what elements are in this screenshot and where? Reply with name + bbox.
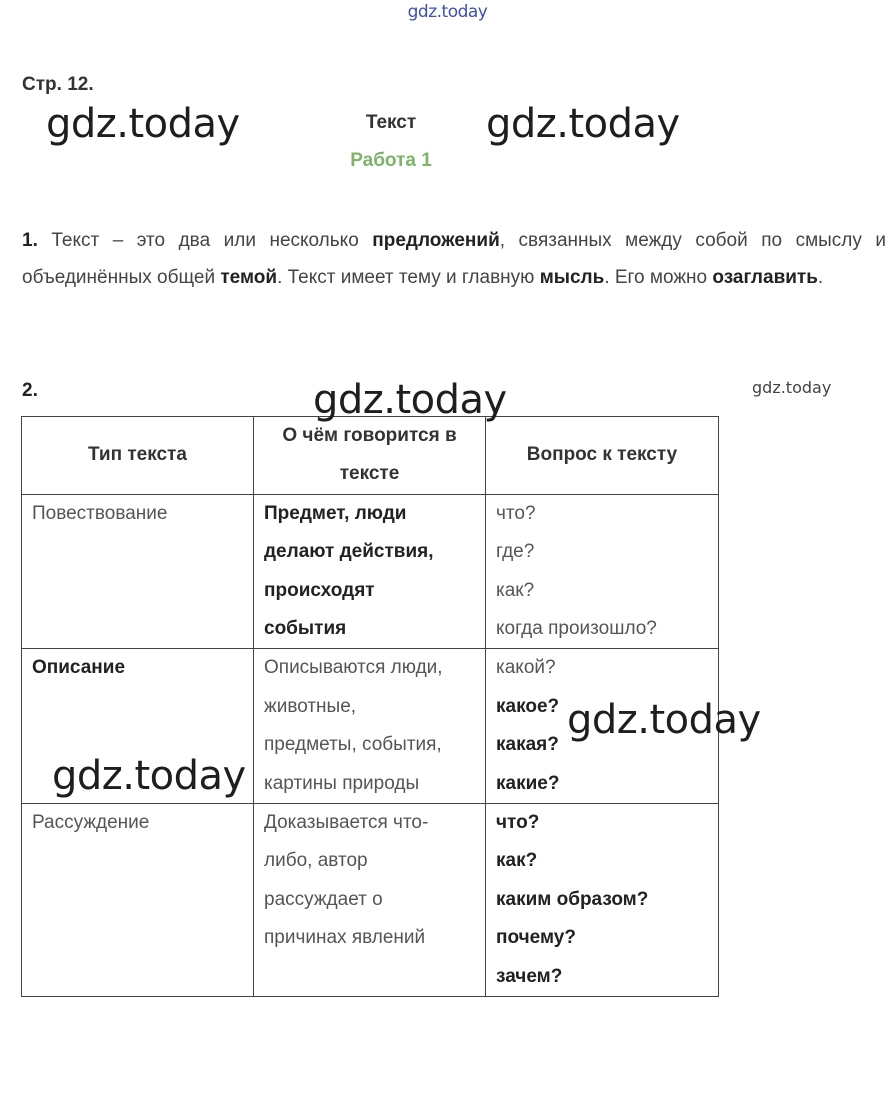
task-1-text-3: . Текст имеет тему и главную	[277, 267, 540, 288]
table-cell-questions	[486, 804, 719, 997]
watermark-small: gdz.today	[752, 378, 832, 397]
table-cell-line: какой?	[496, 657, 556, 679]
task-1-paragraph	[22, 222, 886, 296]
task-1-keyword-1: предложений	[372, 230, 500, 251]
table-cell-line: либо, автор	[264, 850, 368, 872]
watermark-overlay: gdz.today	[46, 101, 240, 147]
watermark-overlay: gdz.today	[313, 377, 507, 423]
task-1-text-2: , связанных между собой по смыслу и объединённых общей	[22, 230, 886, 288]
table-cell-line: события	[264, 618, 347, 640]
page-title: Текст	[365, 112, 417, 133]
table-header-row	[22, 417, 719, 495]
table-cell-line: зачем?	[496, 965, 563, 987]
table-header-cell: Вопрос к тексту	[486, 417, 719, 495]
table-cell-type: Описание	[22, 649, 254, 804]
task-1-text-5: .	[817, 267, 824, 288]
table-cell-about	[254, 494, 486, 649]
table-cell-line: делают действия,	[264, 541, 434, 563]
task-1-keyword-2: темой	[220, 267, 278, 288]
task-1-text-4: . Его можно	[604, 267, 713, 288]
table-row	[22, 494, 719, 649]
page-reference: Стр. 12.	[22, 74, 94, 95]
table-cell-questions	[486, 494, 719, 649]
table-cell-line: как?	[496, 850, 538, 872]
watermark-top: gdz.today	[407, 2, 488, 22]
table-cell-line: как?	[496, 579, 535, 601]
table-cell-line: предметы, события,	[264, 734, 442, 756]
table-cell-line: какие?	[496, 772, 560, 794]
table-cell-line: Доказывается что-	[264, 812, 429, 834]
table-header-cell: Тип текста	[22, 417, 254, 495]
table-cell-line: животные,	[264, 695, 357, 717]
watermark-overlay: gdz.today	[486, 101, 680, 147]
table-cell-line: рассуждает о	[264, 888, 383, 910]
watermark-overlay: gdz.today	[52, 753, 246, 799]
table-cell-line: причинах явлений	[264, 927, 426, 949]
page-subtitle: Работа 1	[350, 150, 432, 171]
table-cell-about	[254, 804, 486, 997]
table-cell-line: где?	[496, 541, 535, 563]
watermark-overlay: gdz.today	[567, 697, 761, 743]
table-cell-line: картины природы	[264, 772, 420, 794]
table-cell-about	[254, 649, 486, 804]
table-cell-line: Описываются люди,	[264, 657, 443, 679]
table-cell-line: какая?	[496, 734, 559, 756]
table-cell-type: Рассуждение	[22, 804, 254, 997]
table-cell-line: происходят	[264, 579, 375, 601]
task-2-number: 2.	[22, 380, 38, 401]
table-cell-line: почему?	[496, 927, 576, 949]
task-1-keyword-3: мысль	[539, 267, 605, 288]
table-cell-line: какое?	[496, 695, 560, 717]
table-cell-line: Предмет, люди	[264, 502, 407, 524]
task-1-keyword-4: озаглавить	[712, 267, 818, 288]
table-cell-line: когда произошло?	[496, 618, 657, 640]
task-1-text-1: Текст – это два или несколько	[37, 230, 373, 251]
table-cell-line: каким образом?	[496, 888, 649, 910]
table-cell-line: что?	[496, 812, 540, 834]
table-row	[22, 804, 719, 997]
table-cell-type: Повествование	[22, 494, 254, 649]
table-cell-line: что?	[496, 502, 536, 524]
task-1-number: 1.	[22, 230, 38, 251]
table-header-cell: О чём говорится в тексте	[254, 417, 486, 495]
